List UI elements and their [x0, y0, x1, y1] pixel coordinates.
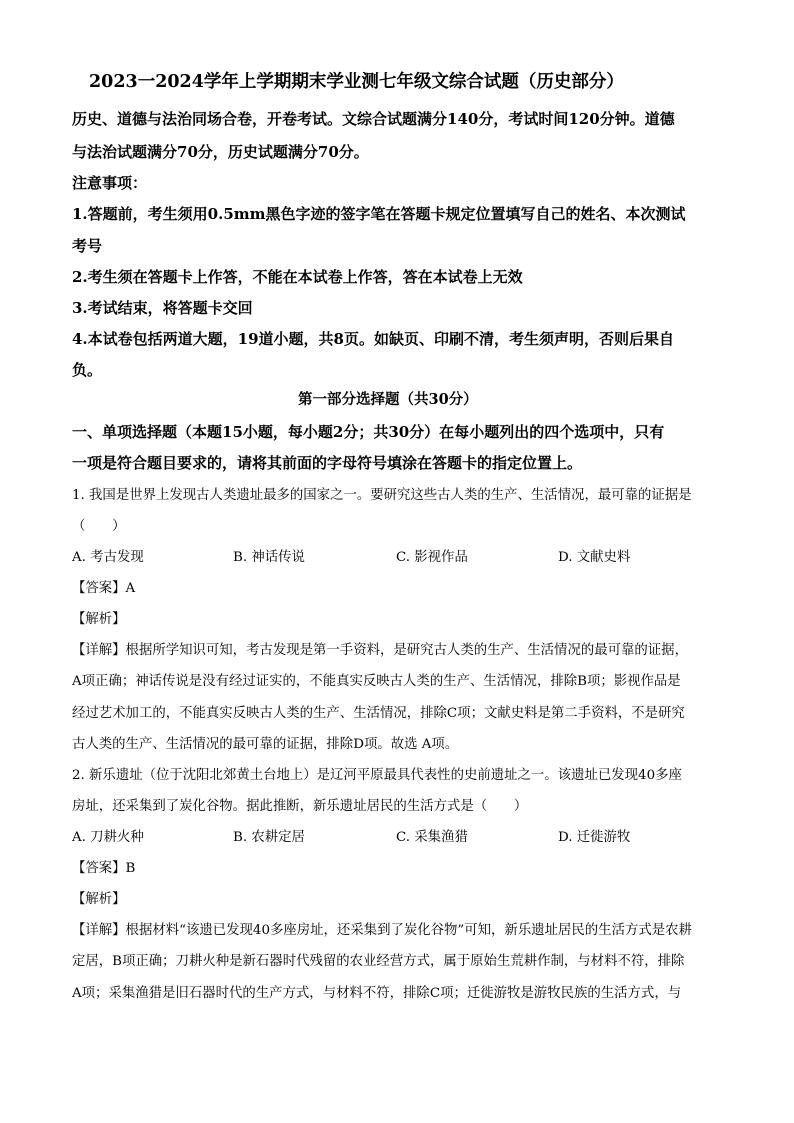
q2-detail-line-1: 【详解】根据材料“该遗已发现40多座房址，还采集到了炭化谷物”可知，新乐遗址居民的生活方式是农耕	[72, 923, 692, 938]
intro-line-2: 与法治试题满分70分，历史试题满分70分。	[72, 143, 369, 161]
q2-option-d: D. 迁徙游牧	[558, 830, 631, 845]
page-title: 2023一2024学年上学期期末学业测七年级文综合试题（历史部分）	[89, 72, 624, 92]
q2-option-a: A. 刀耕火种	[72, 830, 144, 845]
note-4-line-1: 4.本试卷包括两道大题，19道小题，共8页。如缺页、印刷不清，考生须声明，否则后果自	[72, 330, 674, 348]
q2-option-c: C. 采集渔猎	[396, 830, 468, 845]
q1-option-d: D. 文献史料	[558, 550, 631, 565]
note-1-line-1: 1.答题前，考生须用0.5mm黑色字迹的签字笔在答题卡规定位置填写自己的姓名、本次测试	[72, 205, 686, 223]
q2-stem-line-2: 房址，还采集到了炭化谷物。据此推断，新乐遗址居民的生活方式是（ ）	[72, 799, 528, 814]
section-title: 第一部分选择题（共30分）	[298, 391, 478, 408]
q1-stem-line-1: 1. 我国是世界上发现古人类遗址最多的国家之一。要研究这些古人类的生产、生活情况，最可靠的证据是	[72, 488, 692, 503]
intro-line-1: 历史、道德与法治同场合卷，开卷考试。文综合试题满分140分，考试时间120分钟。道德	[72, 110, 675, 128]
q1-detail-line-2: A项正确；神话传说是没有经过证实的，不能真实反映古人类的生产、生活情况，排除B项；影视作品是	[72, 674, 681, 689]
q1-option-c: C. 影视作品	[396, 550, 468, 565]
notes-heading: 注意事项：	[72, 174, 148, 192]
q1-detail-line-1: 【详解】根据所学知识可知，考古发现是第一手资料，是研究古人类的生产、生活情况的最可靠的证据，	[72, 643, 688, 658]
note-3: 3.考试结束，将答题卡交回	[72, 299, 253, 317]
note-4-line-2: 负。	[72, 361, 103, 379]
section-instructions-line-1: 一、单项选择题（本题15小题，每小题2分；共30分）在每小题列出的四个选项中，只有	[72, 423, 665, 441]
note-1-line-2: 考号	[72, 237, 103, 255]
q2-stem-line-1: 2. 新乐遗址（位于沈阳北郊黄土台地上）是辽河平原最具代表性的史前遗址之一。该遗址已发现40多座	[72, 768, 682, 783]
q2-answer: 【答案】B	[72, 861, 136, 876]
q1-option-b: B. 神话传说	[233, 550, 305, 565]
q1-stem-line-2: （ ）	[72, 519, 126, 534]
q2-detail-line-3: A项；采集渔猎是旧石器时代的生产方式，与材料不符，排除C项；迁徙游牧是游牧民族的生活方式，与	[72, 986, 682, 1001]
q1-analysis-label: 【解析】	[72, 612, 126, 627]
q1-detail-line-4: 古人类的生产、生活情况的最可靠的证据，排除D项。故选 A项。	[72, 737, 459, 752]
q2-option-b: B. 农耕定居	[233, 830, 305, 845]
note-2: 2.考生须在答题卡上作答，不能在本试卷上作答，答在本试卷上无效	[72, 268, 523, 286]
q1-option-a: A. 考古发现	[72, 550, 144, 565]
q2-analysis-label: 【解析】	[72, 892, 126, 907]
q1-detail-line-3: 经过艺术加工的，不能真实反映古人类的生产、生活情况，排除C项；文献史料是第二手资料，不是研究	[72, 706, 685, 721]
q1-answer: 【答案】A	[72, 581, 136, 596]
section-instructions-line-2: 一项是符合题目要求的，请将其前面的字母符号填涂在答题卡的指定位置上。	[72, 454, 583, 472]
q2-detail-line-2: 定居，B项正确；刀耕火种是新石器时代残留的农业经营方式，属于原始生荒耕作制，与材料不符，排除	[72, 954, 685, 969]
